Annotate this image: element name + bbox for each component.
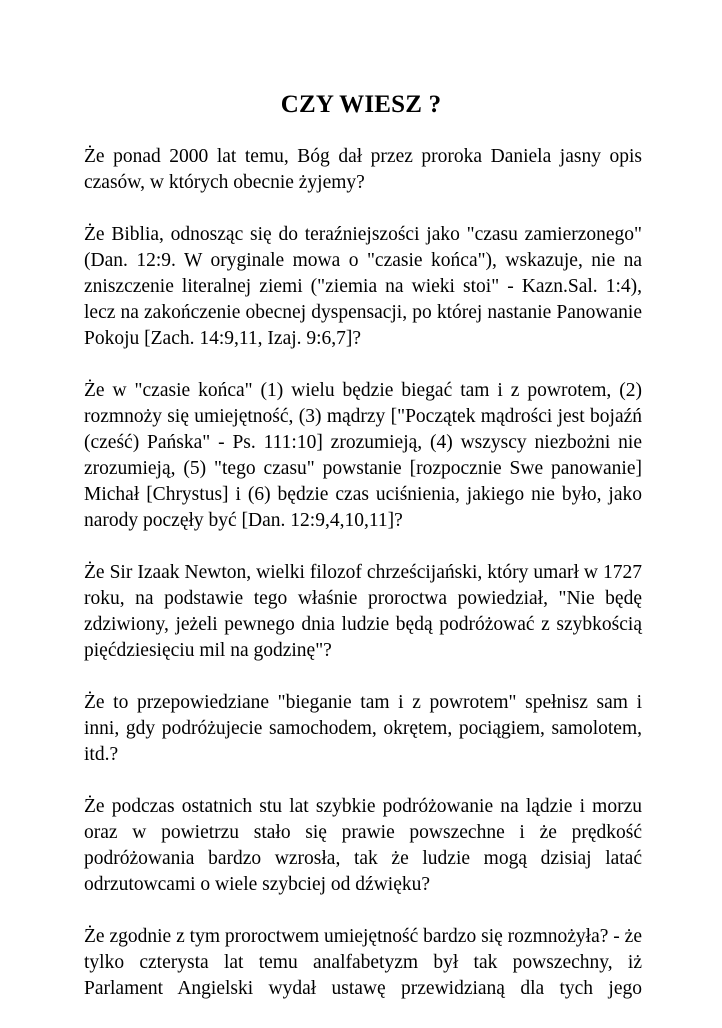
paragraph-4: Że Sir Izaak Newton, wielki filozof chrześcijański, który umarł w 1727 roku, na podstawie tego właśnie proroctwa powiedział, "Nie będę zdziwiony, jeżeli pewnego dnia ludzie będą podróżować z szybkością pięćdziesięciu mil na godzinę"? — [84, 562, 642, 661]
paragraph-3: Że w "czasie końca" (1) wielu będzie biegać tam i z powrotem, (2) rozmnoży się umiejętność, (3) mądrzy ["Początek mądrości jest bojaźń (cześć) Pańska" - Ps. 111:10] zrozumieją, (4) wszyscy niezbożni nie zrozumieją, (5) "tego czasu" powstanie [rozpocznie Swe panowanie] Michał [Chrystus] i (6) będzie czas uciśnienia, jakiego nie było, jako narody poczęły być [Dan. 12:9,4,10,11]? — [84, 380, 642, 531]
paragraph-6: Że podczas ostatnich stu lat szybkie podróżowanie na lądzie i morzu oraz w powietrzu stało się prawie powszechne i że prędkość podróżowania bardzo wzrosła, tak że ludzie mogą dzisiaj latać odrzutowcami o wiele szybciej od dźwięku? — [84, 796, 642, 895]
paragraph-2: Że Biblia, odnosząc się do teraźniejszości jako "czasu zamierzonego" (Dan. 12:9. W oryginale mowa o "czasie końca"), wskazuje, nie na zniszczenie literalnej ziemi ("ziemia na wieki stoi" - Kazn.Sal. 1:4), lecz na zakończenie obecnej dyspensacji, po której nastanie Panowanie Pokoju [Zach. 14:9,11, Izaj. 9:6,7]? — [84, 224, 642, 349]
document-body — [84, 144, 642, 1028]
paragraph-1: Że ponad 2000 lat temu, Bóg dał przez proroka Daniela jasny opis czasów, w których obecnie żyjemy? — [84, 146, 642, 193]
paragraph-7: Że zgodnie z tym proroctwem umiejętność bardzo się rozmnożyła? - że tylko czterysta lat temu analfabetyzm był tak powszechny, iż Parlament Angielski wydał ustawę przewidzianą dla tych jego — [84, 926, 642, 999]
paragraph-5: Że to przepowiedziane "bieganie tam i z powrotem" spełnisz sam i inni, gdy podróżujecie samochodem, okrętem, pociągiem, samolotem, itd.? — [84, 692, 642, 765]
page-title: CZY WIESZ ? — [280, 91, 442, 118]
